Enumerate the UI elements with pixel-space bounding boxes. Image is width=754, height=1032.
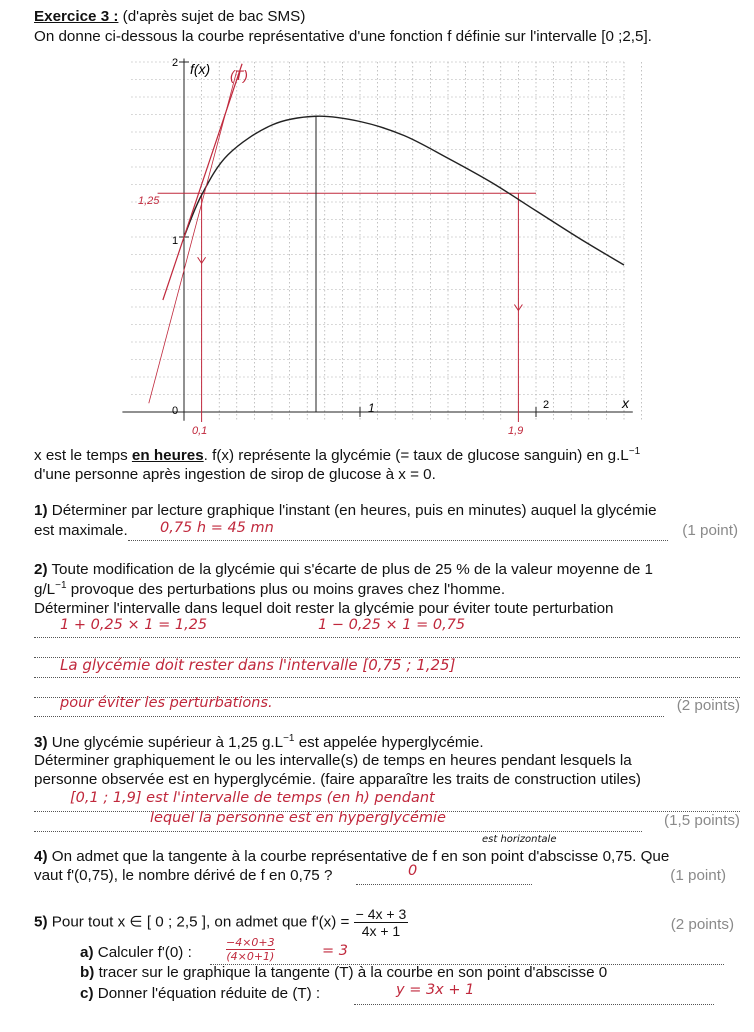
q2-line-3: Déterminer l'intervalle dans lequel doit rester la glycémie pour éviter toute perturbation (34, 600, 614, 617)
q2-number: 2) (34, 561, 48, 578)
q1-text-2: est maximale. (34, 522, 128, 539)
q5c-answer: y = 3x + 1 (396, 982, 475, 998)
tick-y-2: 2 (172, 57, 179, 69)
q3-line-2: Déterminer graphiquement le ou les intervalle(s) de temps en heures pendant lesquels la (34, 752, 632, 769)
context-pre: x est le temps (34, 447, 132, 465)
q2-points: (2 points) (676, 697, 740, 714)
q2-line-1 (34, 561, 653, 578)
q5c-label: c) (80, 985, 94, 1002)
q5c-line (80, 985, 320, 1002)
q2-answer-3: pour éviter les perturbations. (60, 695, 273, 711)
q4-line-2: vaut f'(0,75), le nombre dérivé de f en 0,75 ? (34, 867, 333, 884)
q4-answer: 0 (408, 863, 418, 879)
q5a-answer-num: −4×0+3 (226, 936, 275, 949)
exercise-source: (d'après sujet de bac SMS) (122, 8, 306, 25)
q2-unit-sup: −1 (55, 580, 67, 591)
q3-text-a: Une glycémie supérieur à 1,25 g.L (51, 734, 284, 752)
q1-answer: 0,75 h = 45 mn (160, 520, 274, 536)
q3-sup: −1 (283, 733, 295, 744)
tick-x-19: 1,9 (508, 425, 524, 437)
q5-fraction (354, 906, 409, 939)
q5-frac-num: − 4x + 3 (355, 906, 407, 922)
exercise-header (34, 8, 305, 25)
q3-line-1 (34, 733, 484, 751)
construction-lines (158, 116, 536, 422)
graph-grid (131, 62, 641, 421)
tick-x-1: 1 (368, 401, 375, 415)
q3-line-3: personne observée est en hyperglycémie. (faire apparaître les traits de construction utiles) (34, 771, 641, 788)
q5-points: (2 points) (670, 916, 734, 933)
q2-text: Toute modification de la glycémie qui s'écarte de plus de 25 % de la valeur moyenne de 1 (51, 561, 653, 578)
q3-number: 3) (34, 734, 48, 752)
q2-line-2 (34, 580, 505, 598)
tick-x-2: 2 (543, 399, 550, 411)
q4-answer-line (356, 866, 532, 885)
q5a-text: Calculer f'(0) : (97, 944, 192, 961)
tick-x-0: 0 (172, 405, 179, 417)
q3-points: (1,5 points) (664, 812, 740, 829)
q5-text: Pour tout x ∈ [ 0 ; 2,5 ], on admet que f'(x) = (51, 913, 350, 931)
q4-annotation: est horizontale (482, 834, 557, 845)
q2-text-2: provoque des perturbations plus ou moins graves chez l'homme. (66, 581, 506, 599)
q5b-line (80, 964, 607, 981)
q5-number: 5) (34, 913, 48, 931)
q1-points: (1 point) (682, 522, 738, 539)
q1-text: Déterminer par lecture graphique l'instant (en heures, puis en minutes) auquel la glycémie (51, 502, 657, 519)
q2-unit: g/L (34, 581, 56, 599)
function-graph (120, 52, 650, 442)
q3-answer-1: [0,1 ; 1,9] est l'intervalle de temps (en h) pendant (70, 790, 435, 806)
context-post: . f(x) représente la glycémie (= taux de glucose sanguin) en g.L (203, 447, 629, 465)
function-curve (184, 116, 624, 265)
q5a-line (80, 944, 192, 961)
exercise-title: Exercice 3 : (34, 8, 119, 25)
q1-number: 1) (34, 502, 48, 519)
tick-x-01: 0,1 (192, 425, 208, 437)
q5a-answer-fraction (226, 936, 275, 963)
exercise-intro: On donne ci-dessous la courbe représentative d'une fonction f définie sur l'intervalle [0 ;2,5]. (34, 28, 652, 45)
tangent-line (163, 64, 242, 300)
q2-answer-1a: 1 + 0,25 × 1 = 1,25 (60, 617, 208, 633)
q4-line-1 (34, 848, 669, 865)
context-line-2: d'une personne après ingestion de sirop de glucose à x = 0. (34, 466, 436, 483)
y-axis-label: f(x) (190, 61, 211, 77)
q5a-answer-line (210, 946, 724, 965)
q4-text: On admet que la tangente à la courbe représentative de f en son point d'abscisse 0,75. Que (51, 848, 670, 865)
q2-answer-1b: 1 − 0,25 × 1 = 0,75 (318, 617, 466, 633)
q3-answer-2: lequel la personne est en hyperglycémie (150, 810, 446, 826)
q5a-answer: = 3 (322, 943, 348, 959)
q5a-label: a) (80, 944, 94, 961)
context-line-1 (34, 446, 640, 464)
q3-text-b: est appelée hyperglycémie. (294, 734, 484, 752)
q5c-text: Donner l'équation réduite de (T) : (97, 985, 321, 1002)
tick-y-125: 1,25 (138, 195, 160, 207)
q5-line-1 (34, 906, 408, 939)
x-axis-label: x (622, 395, 629, 411)
tick-y-1: 1 (172, 235, 179, 247)
q4-number: 4) (34, 848, 48, 865)
q1-line-1 (34, 502, 657, 519)
q5-frac-den: 4x + 1 (361, 923, 401, 939)
q5a-answer-den: (4×0+1) (226, 950, 275, 963)
tangent-label: (T) (230, 67, 248, 83)
context-sup: −1 (628, 446, 641, 457)
q2-answer-2: La glycémie doit rester dans l'intervalle [0,75 ; 1,25] (60, 656, 456, 674)
q5b-label: b) (80, 964, 95, 981)
q5b-text: tracer sur le graphique la tangente (T) à la courbe en son point d'abscisse 0 (98, 964, 608, 981)
q4-points: (1 point) (670, 867, 726, 884)
context-emphasis: en heures (131, 447, 204, 465)
